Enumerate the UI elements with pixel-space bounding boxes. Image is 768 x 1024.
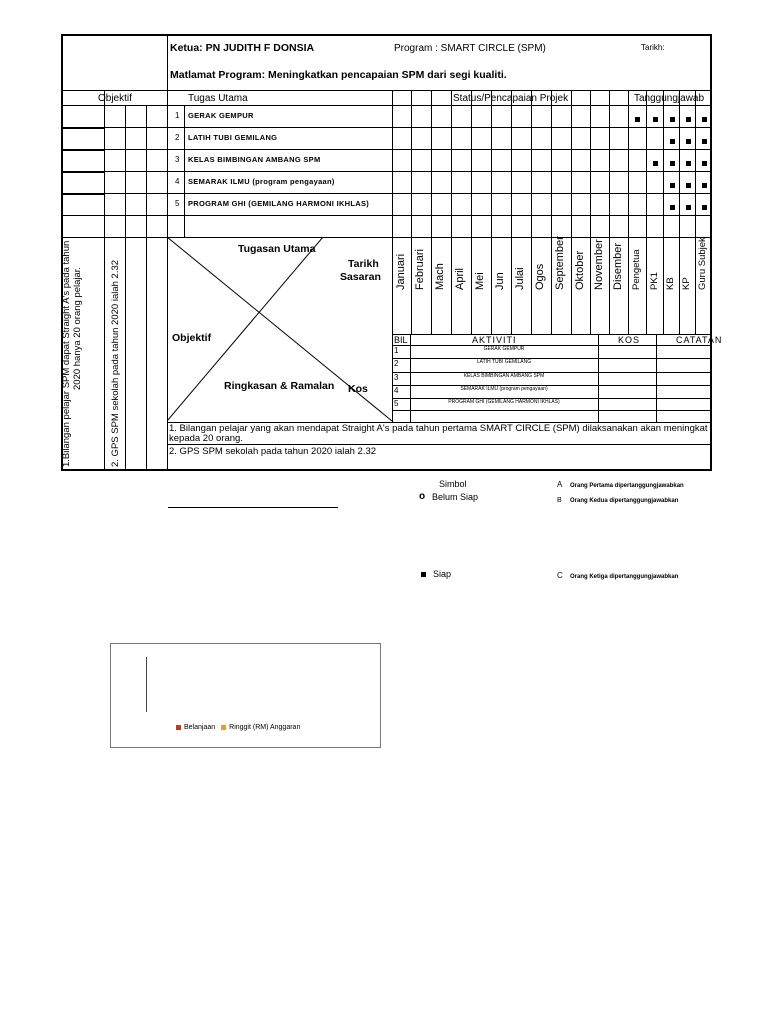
responsibility-mark-icon bbox=[653, 117, 658, 122]
objective-2-text: 2. GPS SPM sekolah pada tahun 2020 ialah 2.32 bbox=[169, 446, 377, 457]
objective-1-text-cont: kepada 20 orang. bbox=[169, 433, 243, 444]
responsibility-mark-icon bbox=[686, 183, 691, 188]
activity-name: LATIH TUBI GEMILANG bbox=[476, 359, 532, 365]
task-name: LATIH TUBI GEMILANG bbox=[188, 133, 278, 142]
task-number: 1 bbox=[175, 111, 180, 120]
chart-axis bbox=[146, 657, 147, 712]
legend-c-letter: C bbox=[557, 571, 563, 580]
role-label: Guru Subjek bbox=[696, 237, 708, 290]
responsibility-mark-icon bbox=[653, 161, 658, 166]
sasaran-label: Sasaran bbox=[340, 271, 381, 283]
responsibility-mark-icon bbox=[686, 161, 691, 166]
month-label: September bbox=[554, 236, 566, 290]
belum-siap-label: Belum Siap bbox=[432, 492, 479, 502]
task-number: 2 bbox=[175, 133, 180, 142]
catatan-header: CATATAN bbox=[676, 335, 723, 345]
responsibility-mark-icon bbox=[686, 205, 691, 210]
vertical-objective-1b: 2020 hanya 20 orang pelajar. bbox=[72, 266, 83, 390]
legend-a-text: Orang Pertama dipertanggungjawabkan bbox=[570, 483, 684, 489]
task-number: 4 bbox=[175, 177, 180, 186]
program-name: Program : SMART CIRCLE (SPM) bbox=[394, 43, 546, 54]
month-label: November bbox=[592, 239, 605, 290]
month-label: April bbox=[454, 267, 466, 290]
task-number: 5 bbox=[175, 199, 180, 208]
responsibility-mark-icon bbox=[670, 161, 675, 166]
vertical-objective-2: 2. GPS SPM sekolah pada tahun 2020 ialah 2.32 bbox=[110, 259, 121, 467]
month-label: Mach bbox=[434, 263, 446, 290]
task-name: GERAK GEMPUR bbox=[188, 111, 254, 120]
responsibility-mark-icon bbox=[702, 117, 707, 122]
vertical-objective-1a: 1.Bilangan pelajar SPM dapat Straight A's pada tahun bbox=[61, 240, 72, 467]
month-label: Ogos bbox=[534, 263, 546, 290]
tugas-utama-header: Tugas Utama bbox=[188, 93, 248, 104]
status-header: Status/Pencapaian Projek bbox=[453, 93, 569, 104]
activity-bil: 1 bbox=[394, 346, 399, 355]
tugasan-utama-label: Tugasan Utama bbox=[238, 243, 316, 255]
activity-name: KELAS BIMBINGAN AMBANG SPM bbox=[463, 373, 545, 379]
responsibility-mark-icon bbox=[670, 205, 675, 210]
responsibility-mark-icon bbox=[702, 205, 707, 210]
responsibility-mark-icon bbox=[670, 117, 675, 122]
legend-b-letter: B bbox=[557, 497, 562, 504]
responsibility-mark-icon bbox=[686, 117, 691, 122]
objektif-label: Objektif bbox=[172, 332, 212, 344]
ringkasan-label: Ringkasan & Ramalan bbox=[224, 380, 335, 392]
activity-name: SEMARAK ILMU (program pengayaan) bbox=[460, 386, 548, 392]
legend-anggaran-label: Ringgit (RM) Anggaran bbox=[229, 724, 301, 731]
kos-header: KOS bbox=[618, 335, 641, 345]
activity-bil: 5 bbox=[394, 399, 399, 408]
program-goal: Matlamat Program: Meningkatkan pencapaian SPM dari segi kualiti. bbox=[170, 69, 507, 81]
activity-name: PROGRAM GHI (GEMILANG HARMONI IKHLAS) bbox=[448, 399, 560, 405]
task-name: SEMARAK ILMU (program pengayaan) bbox=[188, 177, 335, 186]
month-label: Oktober bbox=[573, 250, 586, 290]
activity-name: GERAK GEMPUR bbox=[483, 346, 525, 352]
role-label: PK1 bbox=[648, 272, 660, 290]
activity-bil: 3 bbox=[394, 373, 399, 382]
month-label: Disember bbox=[611, 242, 624, 290]
month-label: Julai bbox=[514, 267, 526, 290]
month-label: Jun bbox=[494, 272, 506, 290]
responsibility-mark-icon bbox=[670, 183, 675, 188]
responsibility-mark-icon bbox=[702, 183, 707, 188]
kos-label: Kos bbox=[348, 383, 368, 395]
belum-siap-symbol: o bbox=[419, 491, 426, 502]
tarikh-label: Tarikh bbox=[348, 258, 379, 270]
month-label: Januari bbox=[394, 253, 407, 290]
responsibility-mark-icon bbox=[635, 117, 640, 122]
responsibility-mark-icon bbox=[686, 139, 691, 144]
activity-bil: 4 bbox=[394, 386, 399, 395]
legend-belanjaan-swatch bbox=[176, 725, 181, 730]
responsibility-mark-icon bbox=[702, 139, 707, 144]
legend-a-letter: A bbox=[557, 480, 563, 489]
role-label: Pengetua bbox=[631, 249, 642, 290]
siap-square-icon bbox=[421, 572, 426, 577]
task-name: KELAS BIMBINGAN AMBANG SPM bbox=[188, 155, 321, 164]
role-label: KB bbox=[665, 277, 676, 290]
bil-header: BIL bbox=[394, 335, 408, 345]
chart-box bbox=[110, 643, 381, 748]
signature-line bbox=[168, 507, 338, 508]
siap-label: Siap bbox=[433, 569, 452, 579]
activity-bil: 2 bbox=[394, 359, 399, 368]
objektif-header: Objektif bbox=[98, 93, 132, 104]
leader-name: Ketua: PN JUDITH F DONSIA bbox=[170, 42, 315, 54]
legend-belanjaan-label: Belanjaan bbox=[184, 724, 216, 731]
legend-anggaran-swatch bbox=[221, 725, 226, 730]
objective-1-text: 1. Bilangan pelajar yang akan mendapat Straight A's pada tahun pertama SMART CIRCLE (SPM) dilaksanakan akan meningkat bbox=[169, 423, 708, 434]
legend-c-text: Orang Ketiga dipertanggungjawabkan bbox=[570, 574, 679, 580]
task-name: PROGRAM GHI (GEMILANG HARMONI IKHLAS) bbox=[188, 199, 370, 208]
tanggungjawab-header: Tanggungjawab bbox=[634, 93, 705, 104]
simbol-label: Simbol bbox=[439, 479, 467, 489]
legend-b-text: Orang Kedua dipertanggungjawabkan bbox=[570, 498, 679, 504]
responsibility-mark-icon bbox=[702, 161, 707, 166]
task-number: 3 bbox=[175, 155, 180, 164]
month-label: Februari bbox=[414, 249, 426, 290]
role-label: KP bbox=[681, 277, 692, 290]
aktiviti-header: AKTIVITI bbox=[472, 335, 517, 345]
responsibility-mark-icon bbox=[670, 139, 675, 144]
date-label: Tarikh: bbox=[641, 43, 665, 52]
month-label: Mei bbox=[474, 272, 486, 290]
